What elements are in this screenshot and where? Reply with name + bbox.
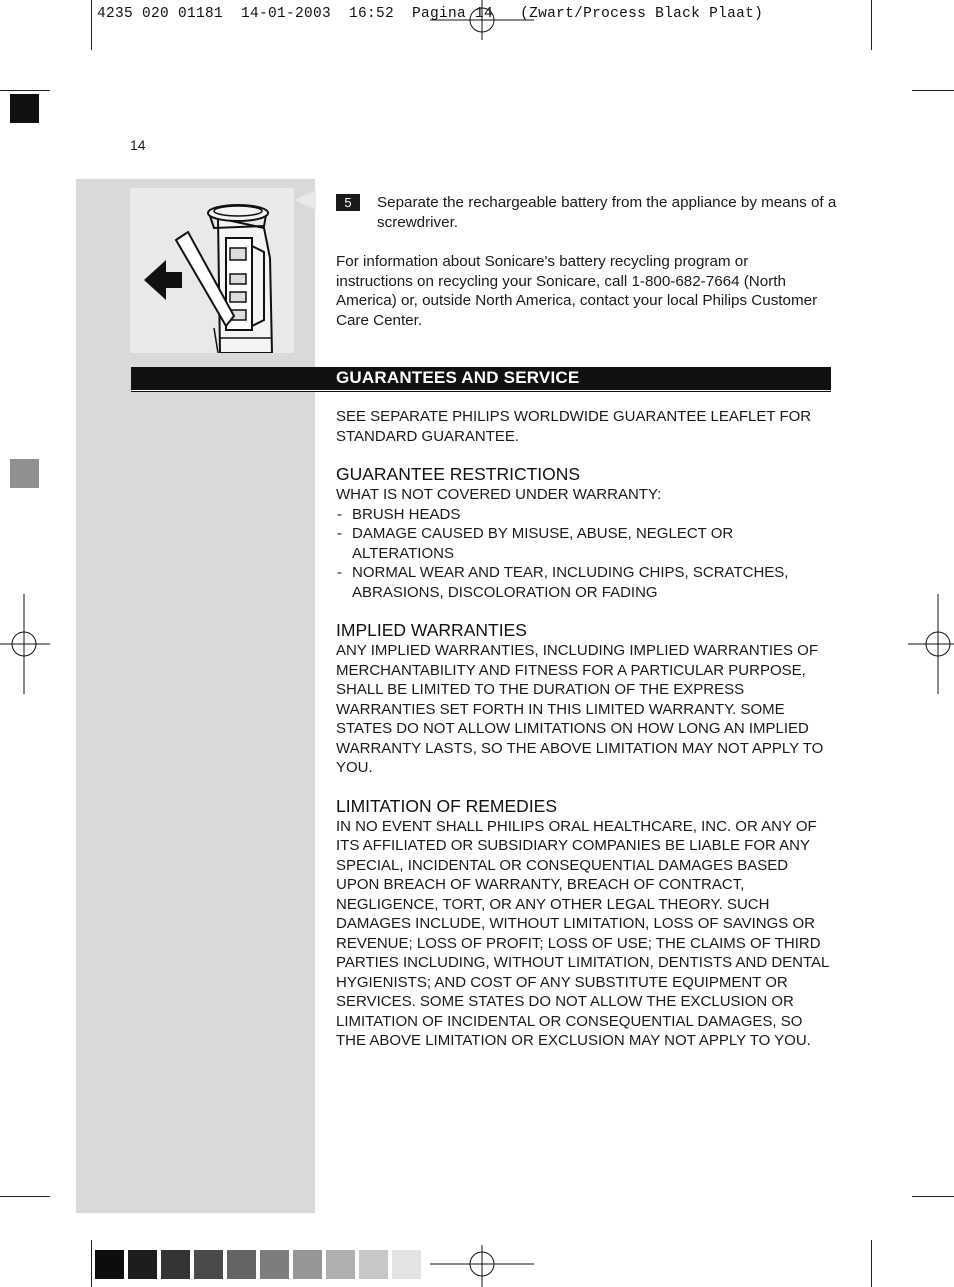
- restrictions-list: [336, 505, 832, 603]
- registration-mark-top-icon: [430, 0, 534, 40]
- registration-mark-right-icon: [908, 594, 954, 694]
- color-swatch: [260, 1250, 289, 1279]
- crop-mark: [91, 0, 92, 50]
- color-swatch: [227, 1250, 256, 1279]
- color-swatch: [161, 1250, 190, 1279]
- remedies-text: IN NO EVENT SHALL PHILIPS ORAL HEALTHCARE, INC. OR ANY OF ITS AFFILIATED OR SUBSIDIARY COMPANIES BE LIABLE FOR ANY SPECIAL, INCIDENTAL OR CONSEQUENTIAL DAMAGES BASED UPON BREACH OF WARRANTY, BREACH OF CONTRACT, NEGLIGENCE, TORT, OR ANY OTHER LEGAL THEORY. SUCH DAMAGES INCLUDE, WITHOUT LIMITATION, LOSS OF SAVINGS OR REVENUE; LOSS OF PROFIT; LOSS OF USE; THE CLAIMS OF THIRD PARTIES INCLUDING, WITHOUT LIMITATION, DENTISTS AND DENTAL HYGIENISTS; AND COST OF ANY SUBSTITUTE EQUIPMENT OR SERVICES. SOME STATES DO NOT ALLOW THE EXCLUSION OR LIMITATION OF INCIDENTAL OR CONSEQUENTIAL DAMAGES, SO THE ABOVE LIMITATION OR EXCLUSION MAY NOT APPLY TO YOU.: [336, 817, 829, 1049]
- registration-mark-bottom-icon: [430, 1245, 534, 1287]
- color-swatch: [128, 1250, 157, 1279]
- crop-mark: [912, 1196, 954, 1197]
- step-number-badge: 5: [336, 194, 360, 211]
- remedies-heading: LIMITATION OF REMEDIES: [336, 795, 558, 816]
- crop-mark: [871, 1240, 872, 1287]
- recycling-info: For information about Sonicare's battery recycling program or instructions on recycling your Sonicare, call 1-800-682-7664 (North America) or, outside North America, contact your local Philips Customer Care Center.: [336, 253, 818, 329]
- guarantee-column: [336, 407, 832, 1051]
- restrictions-heading: GUARANTEE RESTRICTIONS: [336, 464, 581, 484]
- step-instruction: Separate the rechargeable battery from the appliance by means of a screwdriver.: [377, 194, 837, 231]
- toothbrush-screwdriver-icon: [130, 188, 294, 353]
- crop-mark: [0, 90, 50, 91]
- list-item: - BRUSH HEADS: [336, 505, 832, 525]
- list-item: - DAMAGE CAUSED BY MISUSE, ABUSE, NEGLECT OR ALTERATIONS: [336, 524, 832, 563]
- illustration-pointer: [294, 190, 316, 210]
- side-marker-gray: [10, 459, 39, 488]
- battery-removal-illustration: [130, 188, 294, 353]
- print-header: 4235 020 01181 14-01-2003 16:52 Pagina 14 (Zwart/Process Black Plaat): [97, 6, 764, 22]
- section-title: GUARANTEES AND SERVICE: [336, 368, 580, 387]
- crop-mark: [0, 1196, 50, 1197]
- guarantee-intro: SEE SEPARATE PHILIPS WORLDWIDE GUARANTEE LEAFLET FOR STANDARD GUARANTEE.: [336, 408, 812, 445]
- side-marker-black: [10, 94, 39, 123]
- list-item: - NORMAL WEAR AND TEAR, INCLUDING CHIPS, SCRATCHES, ABRASIONS, DISCOLORATION OR FADING: [336, 563, 832, 602]
- page-number: 14: [130, 137, 146, 153]
- section-rule: [131, 391, 831, 392]
- color-swatch: [392, 1250, 421, 1279]
- color-swatch: [95, 1250, 124, 1279]
- crop-mark: [871, 0, 872, 50]
- crop-mark: [91, 1240, 92, 1287]
- restrictions-lead: WHAT IS NOT COVERED UNDER WARRANTY:: [336, 486, 662, 503]
- implied-text: ANY IMPLIED WARRANTIES, INCLUDING IMPLIED WARRANTIES OF MERCHANTABILITY AND FITNESS FOR A PARTICULAR PURPOSE, SHALL BE LIMITED TO THE DURATION OF THE EXPRESS WARRANTIES SET FORTH IN THIS LIMITED WARRANTY. SOME STATES DO NOT ALLOW LIMITATIONS ON HOW LONG AN IMPLIED WARRANTY LASTS, SO THE ABOVE LIMITATION MAY NOT APPLY TO YOU.: [336, 642, 824, 776]
- color-swatch: [194, 1250, 223, 1279]
- color-swatch: [293, 1250, 322, 1279]
- crop-mark: [912, 90, 954, 91]
- implied-heading: IMPLIED WARRANTIES: [336, 620, 527, 640]
- registration-mark-left-icon: [0, 594, 50, 694]
- color-swatch: [359, 1250, 388, 1279]
- color-swatch: [326, 1250, 355, 1279]
